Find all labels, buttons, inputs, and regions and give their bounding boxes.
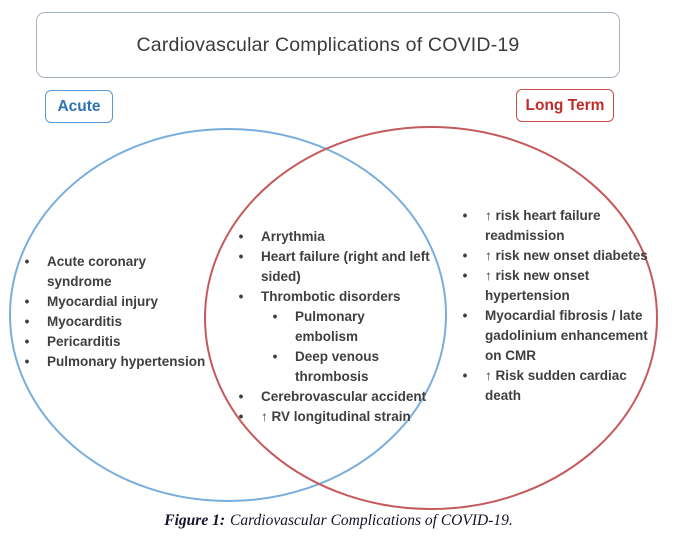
figure-caption-text: Cardiovascular Complications of COVID-19. xyxy=(229,512,513,529)
figure-caption xyxy=(0,512,677,530)
bullet-icon: • xyxy=(238,249,244,264)
overlap-items-list xyxy=(236,227,454,427)
acute-items-list xyxy=(22,252,214,372)
bullet-icon: • xyxy=(24,354,30,369)
bullet-icon: • xyxy=(238,409,244,424)
bullet-icon: • xyxy=(24,294,30,309)
list-item xyxy=(22,332,214,352)
list-item xyxy=(22,312,214,332)
bullet-icon: • xyxy=(462,208,468,223)
list-item xyxy=(236,227,454,247)
bullet-icon: • xyxy=(24,334,30,349)
list-item xyxy=(460,266,656,306)
list-item-text: Arrythmia xyxy=(261,229,325,244)
list-item-text: Pulmonary hypertension xyxy=(47,354,206,369)
list-item-text: ↑ Risk sudden cardiac death xyxy=(485,368,627,403)
list-item-text: Myocardial injury xyxy=(47,294,159,309)
bullet-icon: • xyxy=(238,289,244,304)
list-item xyxy=(22,252,214,292)
bullet-icon: • xyxy=(462,308,468,323)
bullet-icon: • xyxy=(24,314,30,329)
list-item xyxy=(22,292,214,312)
bullet-icon: • xyxy=(238,229,244,244)
list-item-text: Pericarditis xyxy=(47,334,121,349)
list-item-text: Myocarditis xyxy=(47,314,123,329)
bullet-icon: • xyxy=(238,389,244,404)
list-item-text: Thrombotic disorders xyxy=(261,289,401,304)
list-item-text: Pulmonary embolism xyxy=(295,309,365,344)
list-item xyxy=(460,366,656,406)
list-item xyxy=(460,206,656,246)
list-item-text: Heart failure (right and left sided) xyxy=(261,249,430,284)
list-item xyxy=(460,306,656,366)
list-item xyxy=(236,387,454,407)
list-item-text: Cerebrovascular accident xyxy=(261,389,427,404)
figure-caption-label: Figure 1: xyxy=(164,512,225,529)
list-item-text: ↑ RV longitudinal strain xyxy=(261,409,411,424)
list-item xyxy=(270,307,454,347)
bullet-icon: • xyxy=(462,368,468,383)
list-item xyxy=(236,287,454,307)
list-item xyxy=(236,407,454,427)
list-item-text: Myocardial fibrosis / late gadolinium enhancement on CMR xyxy=(485,308,648,363)
list-item-text: ↑ risk new onset diabetes xyxy=(485,248,648,263)
figure-title: Cardiovascular Complications of COVID-19 xyxy=(136,33,520,56)
bullet-icon: • xyxy=(24,254,30,269)
bullet-icon: • xyxy=(462,268,468,283)
long-term-label: Long Term xyxy=(525,96,605,114)
list-item-text: ↑ risk heart failure readmission xyxy=(485,208,601,243)
bullet-icon: • xyxy=(272,309,278,324)
long-term-items-list xyxy=(460,206,656,406)
list-item-text: Deep venous thrombosis xyxy=(295,349,380,384)
bullet-icon: • xyxy=(462,248,468,263)
list-item-text: Acute coronary syndrome xyxy=(47,254,147,289)
list-item xyxy=(270,347,454,387)
list-item-text: ↑ risk new onset hypertension xyxy=(485,268,590,303)
bullet-icon: • xyxy=(272,349,278,364)
list-item xyxy=(22,352,214,372)
list-item xyxy=(460,246,656,266)
list-item xyxy=(236,247,454,287)
acute-label: Acute xyxy=(57,97,101,115)
